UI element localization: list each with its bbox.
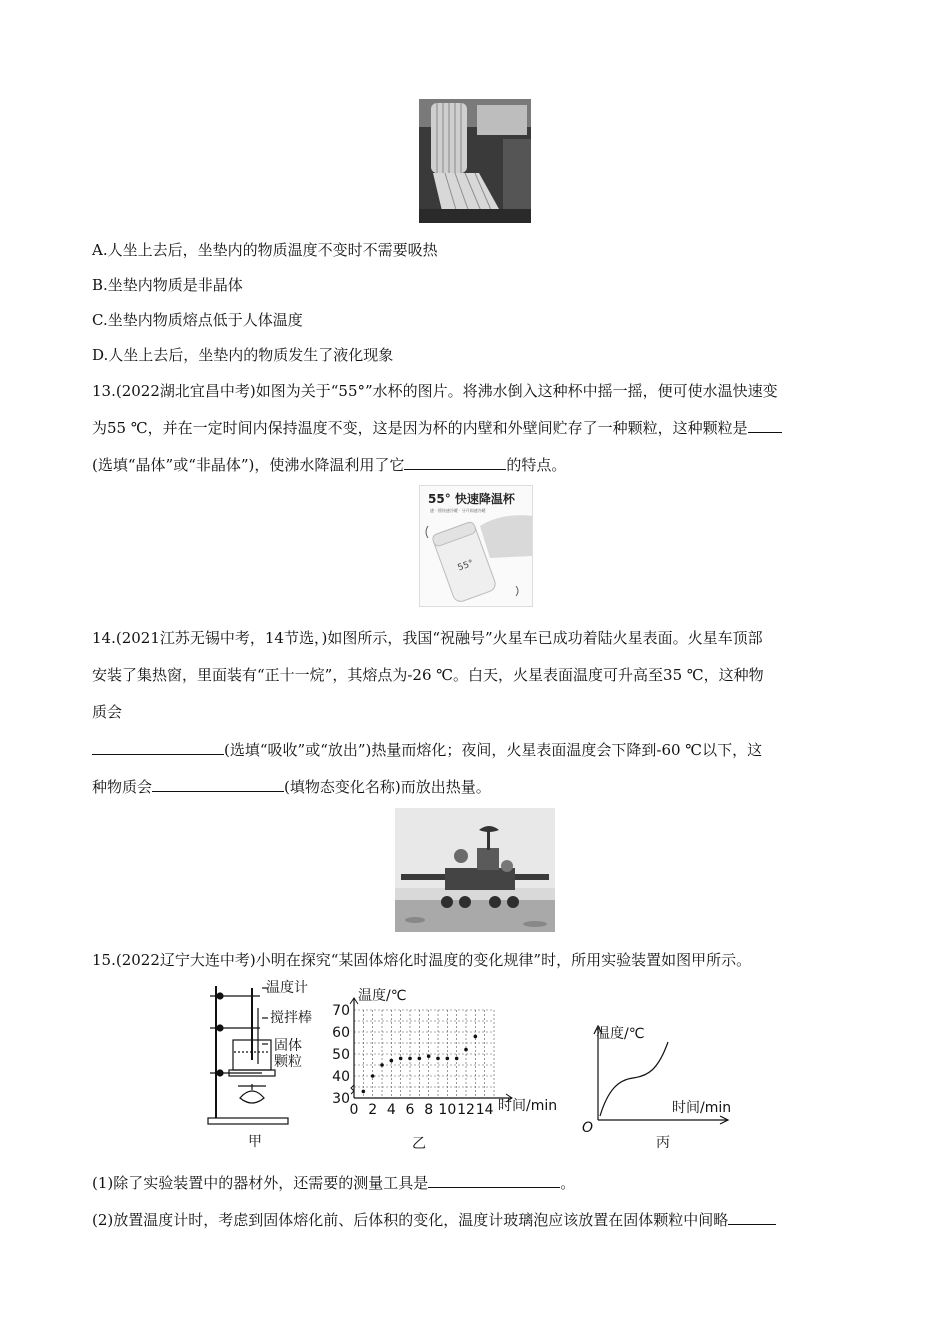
q15-sub-1-text: (1)除了实验装置中的器材外，还需要的测量工具是 xyxy=(92,1174,429,1192)
answer-blank[interactable] xyxy=(404,455,506,470)
cup-label: 55° xyxy=(456,558,475,574)
chart-data-point xyxy=(455,1057,459,1061)
chart-data-point xyxy=(474,1035,478,1039)
answer-blank[interactable] xyxy=(748,418,782,433)
q14-line-4 xyxy=(92,740,762,760)
q15-sub-2-text: (2)放置温度计时，考虑到固体熔化前、后体积的变化，温度计玻璃泡应该放置在固体颗粒中间略 xyxy=(92,1211,729,1229)
chart-x-tick: 2 xyxy=(368,1102,378,1118)
temperature-time-chart xyxy=(330,988,565,1153)
chart-data-point xyxy=(418,1057,422,1061)
option-c: C.坐垫内物质熔点低于人体温度 xyxy=(92,311,303,329)
apparatus-figure xyxy=(200,978,325,1153)
chart-y-tick: 70 xyxy=(332,1003,350,1019)
seat-cushion-photo xyxy=(419,99,531,223)
chart-x-tick: 10 xyxy=(438,1102,457,1118)
q14-line-2: 安装了集热窗，里面装有“正十一烷”，其熔点为-26 ℃。白天，火星表面温度可升高至35 ℃，这种物 xyxy=(92,666,764,684)
q14-line-4-text: (选填“吸收”或“放出”)热量而熔化；夜间，火星表面温度会下降到-60 ℃以下，这 xyxy=(224,741,763,759)
chart-y-label: 温度/℃ xyxy=(358,988,407,1004)
chart-data-point xyxy=(390,1059,394,1063)
chart-data-point xyxy=(371,1074,375,1078)
stirrer-label: 搅拌棒 xyxy=(270,1010,312,1026)
chart-y-tick: 60 xyxy=(332,1025,350,1041)
chart-x-tick: 12 xyxy=(457,1102,475,1118)
cup-photo xyxy=(419,485,533,607)
chart-data-point xyxy=(362,1090,366,1094)
answer-blank[interactable] xyxy=(728,1210,776,1225)
curve-x-label: 时间/min xyxy=(672,1100,732,1116)
curve-y-label: 温度/℃ xyxy=(596,1026,645,1042)
chart-x-label: 时间/min xyxy=(498,1098,558,1114)
q13-line-3-end: 的特点。 xyxy=(506,456,567,474)
q15-sub-1 xyxy=(92,1173,575,1193)
figure-caption-jia: 甲 xyxy=(248,1134,262,1150)
q13-line-2 xyxy=(92,418,782,438)
temperature-curve-figure xyxy=(578,1020,743,1155)
q13-line-3-text: (选填“晶体”或“非晶体”)，使沸水降温利用了它 xyxy=(92,456,405,474)
figure-caption-yi: 乙 xyxy=(412,1136,426,1152)
q15-sub-2 xyxy=(92,1210,776,1230)
q14-line-5-text: 种物质会 xyxy=(92,778,153,796)
chart-data-point xyxy=(408,1057,412,1061)
cup-title: 55° 快速降温杯 xyxy=(428,492,515,506)
temperature-curve xyxy=(600,1042,668,1116)
chart-data-point xyxy=(427,1054,431,1058)
q13-line-1: 13.(2022湖北宜昌中考)如图为关于“55°”水杯的图片。将沸水倒入这种杯中摇一摇，便可使水温快速变 xyxy=(92,382,778,400)
cup-subtitle: 速 · 摇快速冷暖 · 分开即速冷暖 xyxy=(430,508,486,513)
origin-label: O xyxy=(582,1120,594,1136)
option-a: A.人坐上去后，坐垫内的物质温度不变时不需要吸热 xyxy=(92,241,438,259)
chart-y-tick: 50 xyxy=(332,1047,350,1063)
q13-line-3 xyxy=(92,455,566,475)
thermometer-label: 温度计 xyxy=(266,980,308,996)
chart-data-point xyxy=(436,1057,440,1061)
chart-data-point xyxy=(399,1057,403,1061)
option-b: B.坐垫内物质是非晶体 xyxy=(92,276,243,294)
q13-line-2-text: 为55 ℃，并在一定时间内保持温度不变，这是因为杯的内壁和外壁间贮存了一种颗粒，这种颗粒是 xyxy=(92,419,748,437)
chart-data-point xyxy=(446,1057,450,1061)
solid-label-2: 颗粒 xyxy=(274,1054,302,1070)
chart-data-point xyxy=(380,1063,384,1067)
q14-line-5-end: (填物态变化名称)而放出热量。 xyxy=(284,778,491,796)
answer-blank[interactable] xyxy=(428,1173,560,1188)
chart-x-tick: 6 xyxy=(405,1102,415,1118)
chart-y-tick: 30 xyxy=(332,1091,350,1107)
q15-line-1: 15.(2022辽宁大连中考)小明在探究“某固体熔化时温度的变化规律”时，所用实验装置如图甲所示。 xyxy=(92,951,752,969)
chart-data-point xyxy=(464,1048,468,1052)
q15-sub-1-end: 。 xyxy=(560,1174,576,1192)
figure-caption-bing: 丙 xyxy=(656,1135,670,1151)
chart-x-tick: 0 xyxy=(349,1102,359,1118)
q14-line-1: 14.(2021江苏无锡中考，14节选，)如图所示，我国“祝融号”火星车已成功着陆火星表面。火星车顶部 xyxy=(92,629,763,647)
option-d: D.人坐上去后，坐垫内的物质发生了液化现象 xyxy=(92,346,394,364)
answer-blank[interactable] xyxy=(152,777,284,792)
q14-line-3: 质会 xyxy=(92,703,123,721)
solid-label-1: 固体 xyxy=(274,1038,302,1054)
chart-x-tick: 4 xyxy=(386,1102,396,1118)
chart-x-tick: 8 xyxy=(424,1102,434,1118)
chart-x-tick: 14 xyxy=(475,1102,494,1118)
q14-line-5 xyxy=(92,777,491,797)
mars-rover-photo xyxy=(395,808,555,932)
answer-blank[interactable] xyxy=(92,740,224,755)
chart-y-tick: 40 xyxy=(332,1069,350,1085)
